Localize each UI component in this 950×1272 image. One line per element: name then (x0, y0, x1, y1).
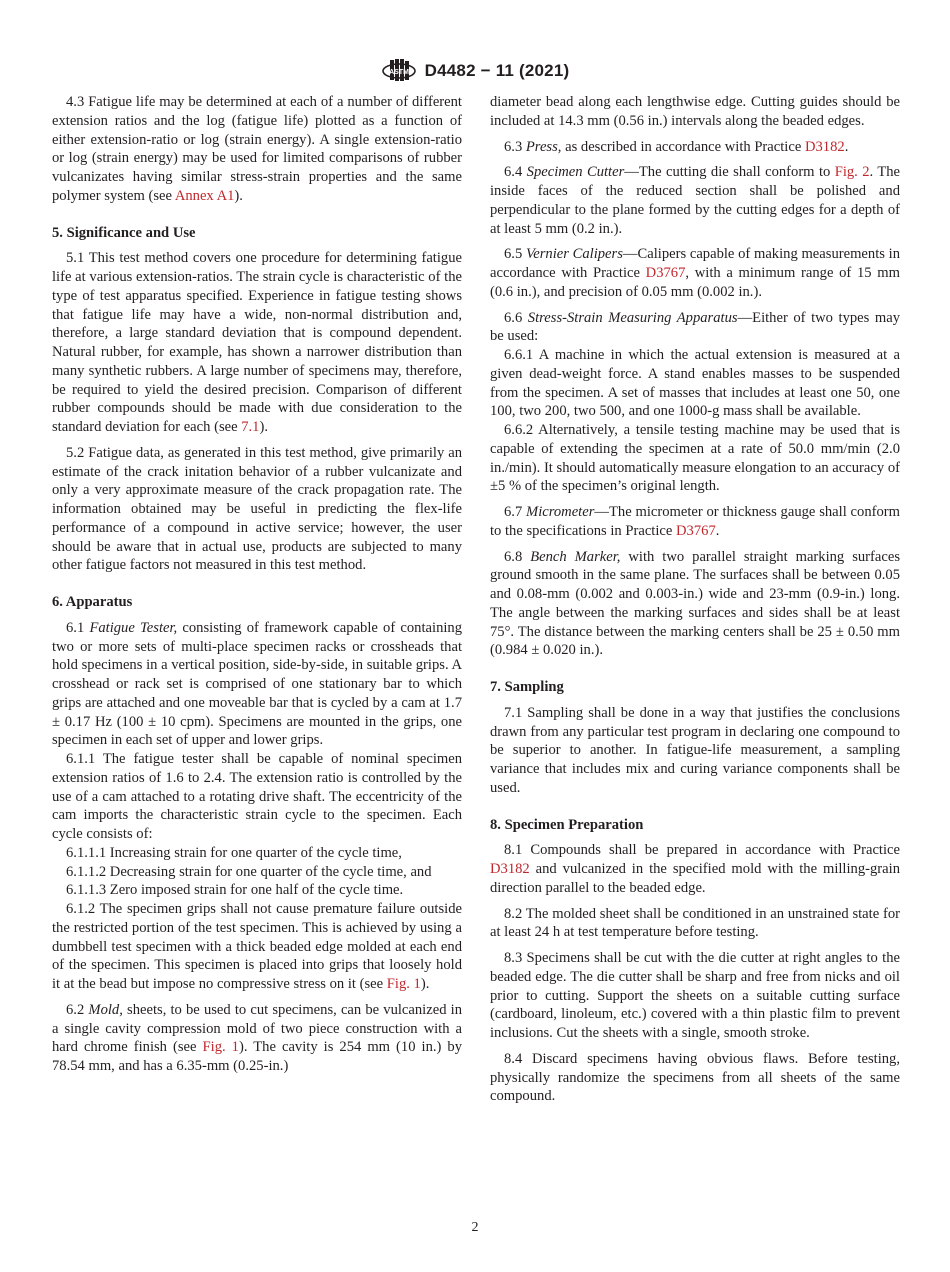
paragraph-6-1-2: 6.1.2 The specimen grips shall not cause premature failure outside the restricted portion of the test specimen. This is achieved by using a dumbbell test specimen with a thick beaded edge molded at each end of the specimen. This specimen is placed into grips that loosely hold it at the bead but impose no compressive stress on it (see Fig. 1). (52, 901, 462, 992)
link-fig-1[interactable]: Fig. 1 (386, 976, 421, 992)
paragraph-6-5: 6.5 Vernier Calipers—Calipers capable of making measurements in accordance with Practice D3767, with a minimum range of 15 mm (0.6 in.), and precision of 0.05 mm (0.002 in.). (490, 246, 900, 300)
section-heading-5: 5. Significance and Use (52, 224, 196, 241)
right-column (490, 93, 900, 1113)
left-column (52, 93, 462, 1083)
paragraph-6-4: 6.4 Specimen Cutter—The cutting die shall conform to Fig. 2. The inside faces of the reduced section shall be polished and perpendicular to the plane formed by the cutting edges for a depth of at least 5 mm (0.2 in.). (490, 164, 901, 237)
link-annex-a1[interactable]: Annex A1 (174, 187, 235, 204)
link-d3182[interactable]: D3182 (804, 138, 845, 155)
paragraph-6-2: 6.2 Mold, sheets, to be used to cut specimens, can be vulcanized in a single cavity compression mold of two piece construction with a hard chrome finish (see Fig. 1). The cavity is 254 mm (10 in.) by 78.54 mm, and has a 6.35-mm (0.25-in.) (52, 1001, 463, 1074)
paragraph-6-1: 6.1 Fatigue Tester, consisting of framework capable of containing two or more sets of multi-place specimen racks or crossheads that hold specimens in a vertical position, side-by-side, in suitable grips. A crosshead or rack set is comprised of one stationary bar to which grips are attached and one moveable bar that is cycled by a cam at 1.7 ± 0.17 Hz (100 ± 10 cpm). Specimens are mounted in the grips, one specimen in each set of upper and lower grips. (52, 619, 463, 749)
paragraph-6-7: 6.7 Micrometer—The micrometer or thickness gauge shall conform to the specifications in Practice D3767. (490, 504, 900, 539)
paragraph-8-2: 8.2 The molded sheet shall be conditioned in an unstrained state for at least 24 h at test temperature before testing. (490, 905, 900, 941)
link-fig-2[interactable]: Fig. 2 (834, 164, 870, 181)
section-heading-8: 8. Specimen Preparation (490, 816, 644, 833)
paragraph-6-1-1-1: 6.1.1.1 Increasing strain for one quarter of the cycle time, (66, 844, 402, 861)
paragraph-8-1: 8.1 Compounds shall be prepared in accordance with Practice D3182 and vulcanized in the specified mold with the milling-grain direction parallel to the beaded edge. (490, 842, 900, 896)
paragraph-7-1: 7.1 Sampling shall be done in a way that justifies the conclusions drawn from any particular test program in declaring one compound to be superior to another. In fatigue-life measurement, a sampling variance that includes mix and curing variance components shall be used. (490, 704, 900, 796)
paragraph-6-2-continued: diameter bead along each lengthwise edge. Cutting guides should be included at 14.3 mm (0.56 in.) intervals along the beaded edges. (490, 94, 900, 129)
paragraph-6-3: 6.3 Press, as described in accordance with Practice D3182. (504, 138, 849, 155)
paragraph-6-1-1: 6.1.1 The fatigue tester shall be capable of nominal specimen extension ratios of 1.6 to 2.4. The extension ratio is controlled by the use of a cam attached to a rotating drive shaft. The eccentricity of the cam imports the characteristic strain cycle to the specimen. Each cycle consists of: (52, 751, 462, 842)
paragraph-8-4: 8.4 Discard specimens having obvious flaws. Before testing, physically randomize the specimens from all sheets of the same compound. (490, 1050, 900, 1105)
link-d3182[interactable]: D3182 (490, 861, 530, 877)
link-7-1[interactable]: 7.1 (241, 419, 260, 435)
astm-logo-icon (381, 57, 417, 85)
paragraph-6-6: 6.6 Stress-Strain Measuring Apparatus—Either of two types may be used: (490, 309, 901, 345)
link-d3767[interactable]: D3767 (676, 522, 716, 539)
paragraph-6-1-1-2: 6.1.1.2 Decreasing strain for one quarter of the cycle time, and (66, 863, 432, 880)
page-header (0, 56, 950, 86)
paragraph-4-3: 4.3 Fatigue life may be determined at each of a number of different extension ratios and the log (fatigue life) plotted as a function of either extension-ratio or log (strain energy). A single extension-ratio or log (strain energy) may be used for limited comparisons of rubber vulcanizates having similar stress-strain properties and the same polymer system (see Annex A1). (52, 94, 462, 204)
document-id: D4482 − 11 (2021) (424, 61, 570, 80)
paragraph-5-2: 5.2 Fatigue data, as generated in this test method, give primarily an estimate of the crack initation behavior of a rubber vulcanizate and only a very approximate measure of the crack propagation rate. The information obtained may be useful in predicting the flex-life performance of a compound in active service; however, the user should be aware that in actual use, products are subjected to many other fatigue factors not measured in this test method. (52, 444, 462, 574)
paragraph-6-8: 6.8 Bench Marker, with two parallel straight marking surfaces ground smooth in the same plane. The surfaces shall be between 0.05 and 0.08-mm (0.002 and 0.003-in.) wide and 23-mm (0.9-in.) long. The angle between the marking surfaces and sides shall be at least 75°. The distance between the marking centers shall be 25 ± 0.50 mm (0.984 ± 0.020 in.). (490, 548, 900, 659)
paragraph-6-6-1: 6.6.1 A machine in which the actual extension is measured at a given dead-weight force. A stand enables masses to be suspended from the specimen. A set of masses that includes at least one 50, one 100, two 200, two 500, and one 1000-g mass shall be available. (490, 347, 900, 420)
link-d3767[interactable]: D3767 (645, 265, 686, 281)
paragraph-6-1-1-3: 6.1.1.3 Zero imposed strain for one half of the cycle time. (66, 882, 404, 899)
paragraph-8-3: 8.3 Specimens shall be cut with the die cutter at right angles to the beaded edge. The die cutter shall be sharp and free from nicks and oil prior to cutting. Support the sheets on a suitable cutting surface (cardboard, linoleum, etc.) covered with a thin plastic film to prevent inclusions. Cut the sheets with a single, smooth stroke. (490, 950, 900, 1041)
section-heading-6: 6. Apparatus (52, 594, 133, 610)
section-heading-7: 7. Sampling (490, 679, 564, 695)
page-number: 2 (471, 1220, 479, 1235)
paragraph-6-6-2: 6.6.2 Alternatively, a tensile testing machine may be used that is capable of extending the specimen at a rate of 50.0 mm/min (2.0 in./min). It should automatically measure elongation to an accuracy of ±5 % of the specimen’s original length. (490, 422, 900, 495)
paragraph-5-1: 5.1 This test method covers one procedure for determining fatigue life at various extension-ratios. The strain cycle is characteristic of the type of test apparatus specified. Experience in fatigue testing shows that fatigue life may have a wide, non-normal distribution and, therefore, a large standard deviation that is compound dependent. Natural rubber, for example, has shown a narrower distribution than many synthetic rubbers. A large number of specimens may, therefore, be required to yield the desired precision. Comparison of different rubber compounds should be made with due consideration to the standard deviation for each (see 7.1). (52, 250, 462, 435)
svg-text:ASTM: ASTM (388, 69, 409, 76)
link-fig-1[interactable]: Fig. 1 (202, 1039, 239, 1056)
